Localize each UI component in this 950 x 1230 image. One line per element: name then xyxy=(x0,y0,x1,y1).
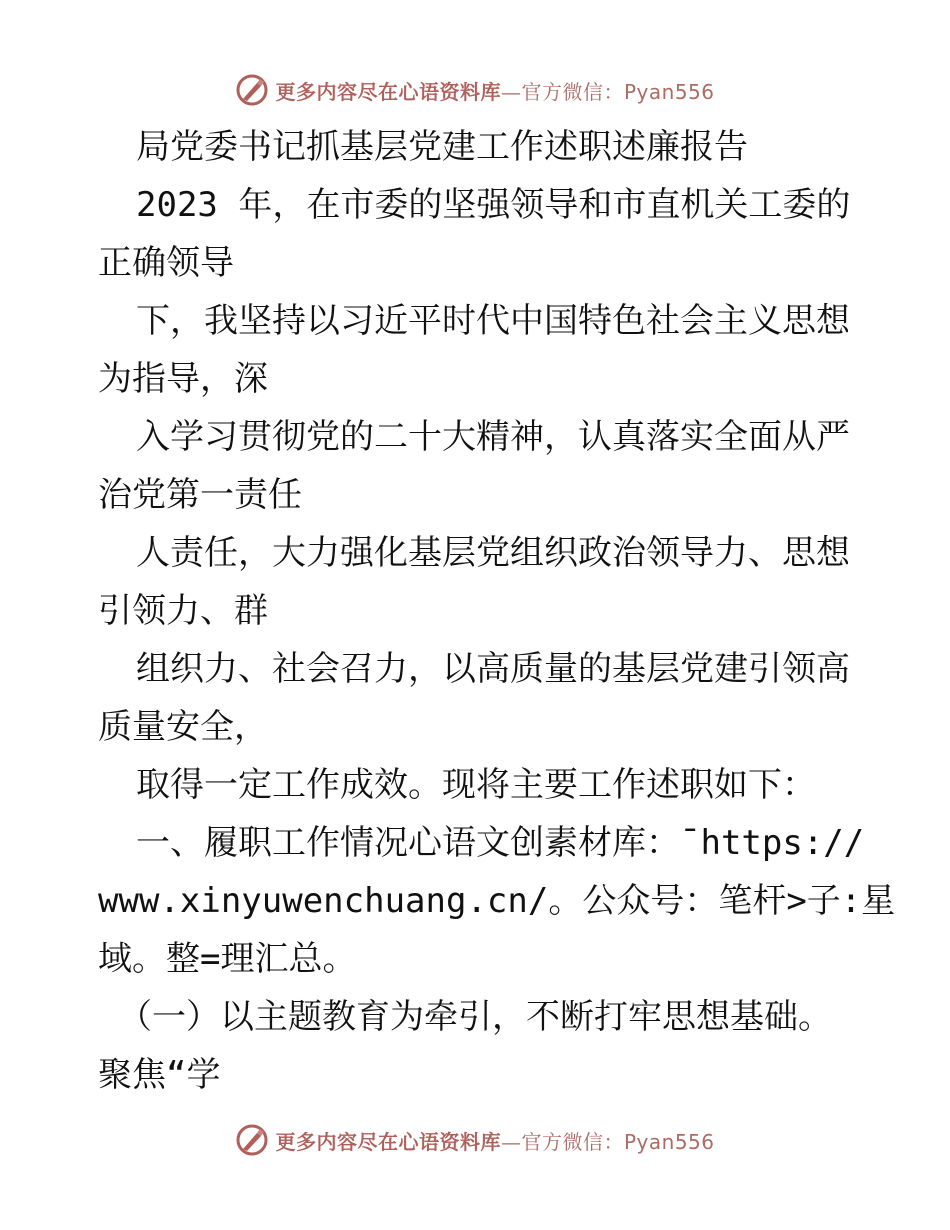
watermark-header xyxy=(0,70,950,110)
document-body xyxy=(98,118,896,1104)
pen-logo-icon xyxy=(235,1123,269,1157)
pen-logo-icon xyxy=(235,73,269,107)
paragraph-line: 组织力、社会召力，以高质量的基层党建引领高 xyxy=(136,649,850,689)
paragraph-line: 下，我坚持以习近平时代中国特色社会主义思想 xyxy=(136,301,850,341)
paragraph-line: 质量安全， xyxy=(98,707,268,747)
watermark-text: 更多内容尽在心语资料库—官方微信：Pyan556 xyxy=(275,79,715,104)
watermark-text: 更多内容尽在心语资料库—官方微信：Pyan556 xyxy=(275,1129,715,1154)
paragraph-line: 正确领导 xyxy=(98,243,234,283)
paragraph-line: 入学习贯彻党的二十大精神，认真落实全面从严 xyxy=(136,417,850,457)
paragraph-line: 2023 年，在市委的坚强领导和市直机关工委的 xyxy=(136,185,851,225)
paragraph-line: 域。整=理汇总。 xyxy=(98,939,357,979)
watermark-footer xyxy=(0,1120,950,1160)
paragraph-line: 为指导，深 xyxy=(98,359,268,399)
paragraph-line: www.xinyuwenchuang.cn/。公众号：笔杆>子:星 xyxy=(98,881,896,921)
paragraph-line: 引领力、群 xyxy=(98,591,268,631)
paragraph-line: 人责任，大力强化基层党组织政治领导力、思想 xyxy=(136,533,850,573)
paragraph-line: 取得一定工作成效。现将主要工作述职如下： xyxy=(136,765,816,805)
paragraph-line: 治党第一责任 xyxy=(98,475,302,515)
subsection-heading: （一）以主题教育为牵引，不断打牢思想基础。 xyxy=(118,997,832,1037)
document-title: 局党委书记抓基层党建工作述职述廉报告 xyxy=(136,127,748,167)
section-heading: 一、履职工作情况心语文创素材库：¯https:// xyxy=(136,823,865,863)
paragraph-line: 聚焦“学 xyxy=(98,1055,221,1095)
